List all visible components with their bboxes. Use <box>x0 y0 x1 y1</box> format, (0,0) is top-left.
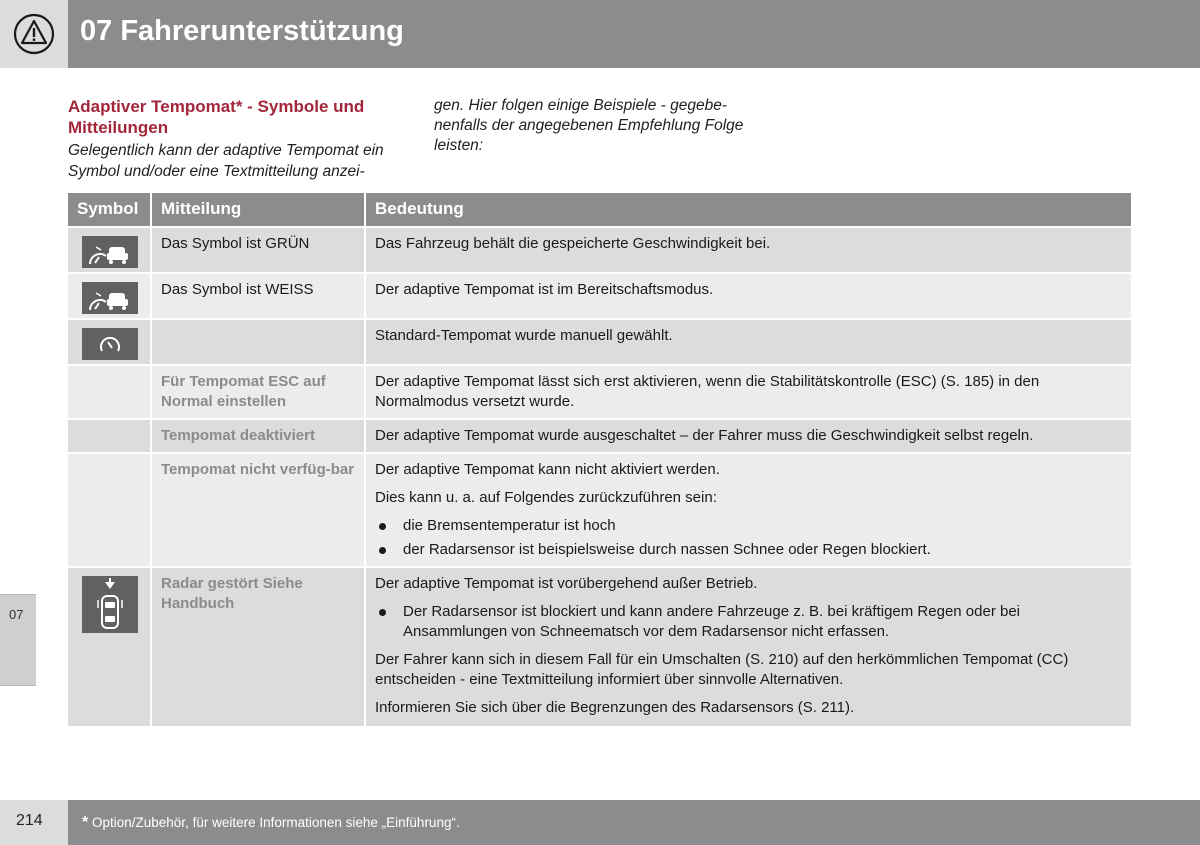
message-cell: Das Symbol ist GRÜN <box>152 228 364 272</box>
speedometer-icon <box>82 328 138 360</box>
section-title: Adaptiver Tempomat* - Symbole und Mitteilungen <box>68 97 365 137</box>
message-cell: Tempomat deaktiviert <box>152 420 364 452</box>
symbol-cell <box>68 420 150 452</box>
meaning-cell: Der adaptive Tempomat ist im Bereitschaftsmodus. <box>366 274 1131 318</box>
header-meaning: Bedeutung <box>366 193 1131 226</box>
radar-blocked-car-icon <box>82 576 138 633</box>
meaning-paragraph: Dies kann u. a. auf Folgendes zurückzuführen sein: <box>375 489 717 506</box>
footer-bar <box>68 800 1200 845</box>
header-bar <box>68 0 1200 68</box>
meaning-cell: Standard-Tempomat wurde manuell gewählt. <box>366 320 1131 364</box>
table-row <box>68 320 1131 364</box>
page-number: 214 <box>16 812 43 829</box>
warning-triangle-icon <box>13 13 55 55</box>
message-cell: Tempomat nicht verfüg-bar <box>152 454 364 566</box>
symbol-cell <box>68 228 150 272</box>
acc-vehicle-gauge-icon <box>82 236 138 268</box>
symbol-cell <box>68 366 150 418</box>
footer-note <box>82 814 460 832</box>
symbol-cell <box>68 320 150 364</box>
table-row <box>68 274 1131 318</box>
table-row <box>68 568 1131 726</box>
bullet-item: der Radarsensor ist beispielsweise durch nassen Schnee oder Regen blockiert. <box>375 540 1122 560</box>
table-row <box>68 420 1131 452</box>
meaning-paragraph: Der adaptive Tempomat ist vorübergehend außer Betrieb. <box>375 575 758 592</box>
symbol-cell <box>68 454 150 566</box>
page-number-box <box>0 800 68 845</box>
bullet-item: die Bremsentemperatur ist hoch <box>375 516 1122 536</box>
meaning-cell <box>366 568 1131 726</box>
chapter-title: 07 Fahrerunterstützung <box>80 15 404 47</box>
intro-text-right: gen. Hier folgen einige Beispiele - gegebe-nenfalls der angegebenen Empfehlung Folge leisten: <box>434 97 744 154</box>
acc-vehicle-gauge-icon <box>82 282 138 314</box>
intro-text-left: Gelegentlich kann der adaptive Tempomat ein Symbol und/oder eine Textmitteilung anzei- <box>68 142 384 180</box>
table-row <box>68 454 1131 566</box>
table-row <box>68 228 1131 272</box>
meaning-paragraph: Informieren Sie sich über die Begrenzungen des Radarsensors (S. 211). <box>375 699 855 716</box>
header-symbol: Symbol <box>68 193 150 226</box>
symbol-cell <box>68 274 150 318</box>
footnote-star: * <box>82 814 89 831</box>
symbol-cell <box>68 568 150 726</box>
message-cell: Das Symbol ist WEISS <box>152 274 364 318</box>
footnote-text: Option/Zubehör, für weitere Informationen siehe „Einführung“. <box>92 815 460 830</box>
meaning-cell: Der adaptive Tempomat lässt sich erst aktivieren, wenn die Stabilitätskontrolle (ESC) (S. 185) in den Normalmodus versetzt wurde. <box>366 366 1131 418</box>
header-message: Mitteilung <box>152 193 364 226</box>
bullet-item: Der Radarsensor ist blockiert und kann andere Fahrzeuge z. B. bei kräftigem Regen oder bei Ansammlungen von Schneematsch vor dem Radarsensor nicht erfassen. <box>375 602 1122 642</box>
table-row <box>68 366 1131 418</box>
side-tab-label: 07 <box>9 607 24 622</box>
message-cell: Radar gestört Siehe Handbuch <box>152 568 364 726</box>
meaning-cell <box>366 454 1131 566</box>
table-header-row <box>68 193 1131 226</box>
meaning-paragraph: Der adaptive Tempomat kann nicht aktiviert werden. <box>375 461 720 478</box>
header-icon-box <box>0 0 68 68</box>
symbols-table <box>68 193 1131 726</box>
meaning-cell: Der adaptive Tempomat wurde ausgeschaltet – der Fahrer muss die Geschwindigkeit selbst regeln. <box>366 420 1131 452</box>
message-cell <box>152 320 364 364</box>
meaning-cell: Das Fahrzeug behält die gespeicherte Geschwindigkeit bei. <box>366 228 1131 272</box>
chapter-side-tab <box>0 594 36 686</box>
message-cell: Für Tempomat ESC auf Normal einstellen <box>152 366 364 418</box>
meaning-paragraph: Der Fahrer kann sich in diesem Fall für ein Umschalten (S. 210) auf den herkömmlichen Tempomat (CC) entscheiden - eine Textmitteilung informiert über sinnvolle Alternativen. <box>375 651 1069 688</box>
